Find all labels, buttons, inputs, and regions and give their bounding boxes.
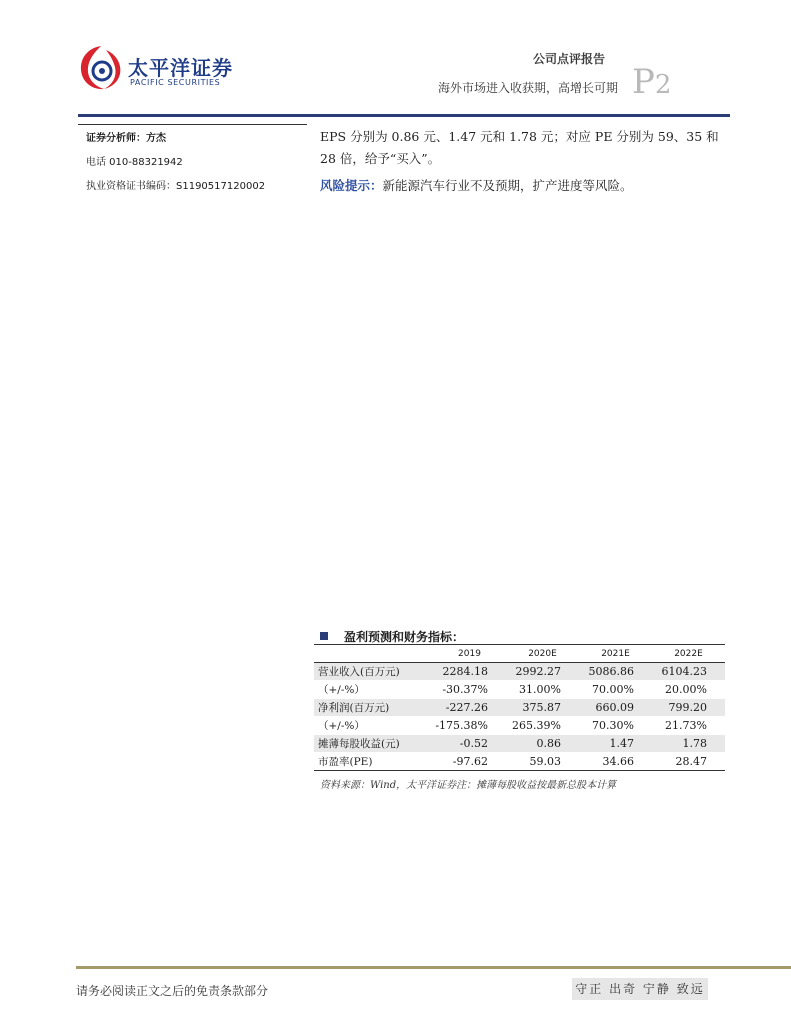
table-cell: 6104.23 (652, 663, 725, 681)
table-cell: 59.03 (506, 753, 579, 771)
financial-forecast-table (314, 644, 725, 771)
report-subtitle: 海外市场进入收获期，高增长可期 (437, 81, 618, 95)
table-row (314, 753, 725, 771)
table-cell: 660.09 (579, 699, 652, 717)
table-row (314, 735, 725, 753)
table-row (314, 681, 725, 699)
report-type: 公司点评报告 (532, 52, 605, 66)
analyst-phone: 电话 010-88321942 (86, 157, 183, 168)
analyst-divider (78, 124, 307, 125)
table-row (314, 663, 725, 681)
analyst-name: 证券分析师：方杰 (86, 133, 166, 144)
table-title-text: 盈利预测和财务指标： (344, 630, 465, 644)
column-header: 2020E (506, 645, 579, 663)
row-label: 市盈率(PE) (314, 753, 433, 771)
page-number (632, 62, 671, 102)
table-cell: -227.26 (433, 699, 506, 717)
table-cell: 34.66 (579, 753, 652, 771)
table-cell: 2992.27 (506, 663, 579, 681)
column-header (314, 645, 433, 663)
risk-label: 风险提示： (320, 178, 383, 193)
table-cell: 0.86 (506, 735, 579, 753)
table-cell: 70.00% (579, 681, 652, 699)
square-bullet-icon (320, 632, 328, 640)
table-cell: -97.62 (433, 753, 506, 771)
row-label: （+/-%） (314, 681, 433, 699)
table-cell: 28.47 (652, 753, 725, 771)
footer-divider (76, 966, 791, 969)
table-cell: 375.87 (506, 699, 579, 717)
table-cell: 5086.86 (579, 663, 652, 681)
analyst-certificate: 执业资格证书编码：S1190517120002 (86, 181, 266, 192)
risk-warning (320, 176, 730, 196)
page-number-value: 2 (654, 70, 672, 100)
risk-text: 新能源汽车行业不及预期，扩产进度等风险。 (382, 178, 633, 193)
table-title (320, 628, 464, 645)
column-header: 2019 (433, 645, 506, 663)
pacific-securities-logo-icon (76, 42, 126, 92)
footer-motto: 守正 出奇 宁静 致远 (572, 978, 708, 1000)
table-cell: 20.00% (652, 681, 725, 699)
row-label: 净利润(百万元) (314, 699, 433, 717)
table-header-row (314, 645, 725, 663)
table-cell: 70.30% (579, 717, 652, 735)
company-name-cn: 太平洋证券 (128, 56, 233, 80)
column-header: 2022E (652, 645, 725, 663)
table-cell: -30.37% (433, 681, 506, 699)
row-label: 营业收入(百万元) (314, 663, 433, 681)
table-cell: 1.47 (579, 735, 652, 753)
table-row (314, 717, 725, 735)
table-cell: 2284.18 (433, 663, 506, 681)
company-logo (76, 42, 236, 98)
table-cell: -175.38% (433, 717, 506, 735)
header-divider (78, 114, 730, 117)
table-source-note: 资料来源：Wind，太平洋证券注：摊薄每股收益按最新总股本计算 (320, 780, 617, 791)
table-cell: 1.78 (652, 735, 725, 753)
table-cell: 31.00% (506, 681, 579, 699)
column-header: 2021E (579, 645, 652, 663)
table-cell: -0.52 (433, 735, 506, 753)
table-cell: 799.20 (652, 699, 725, 717)
table-cell: 265.39% (506, 717, 579, 735)
table-cell: 21.73% (652, 717, 725, 735)
row-label: 摊薄每股收益(元) (314, 735, 433, 753)
page-letter: P (632, 62, 655, 102)
valuation-paragraph: EPS 分别为 0.86 元、1.47 元和 1.78 元；对应 PE 分别为 59、35 和 28 倍，给予“买入”。 (320, 129, 719, 166)
company-name-en: PACIFIC SECURITIES (130, 78, 221, 87)
row-label: （+/-%） (314, 717, 433, 735)
footer-disclaimer: 请务必阅读正文之后的免责条款部分 (76, 984, 269, 998)
table-row (314, 699, 725, 717)
